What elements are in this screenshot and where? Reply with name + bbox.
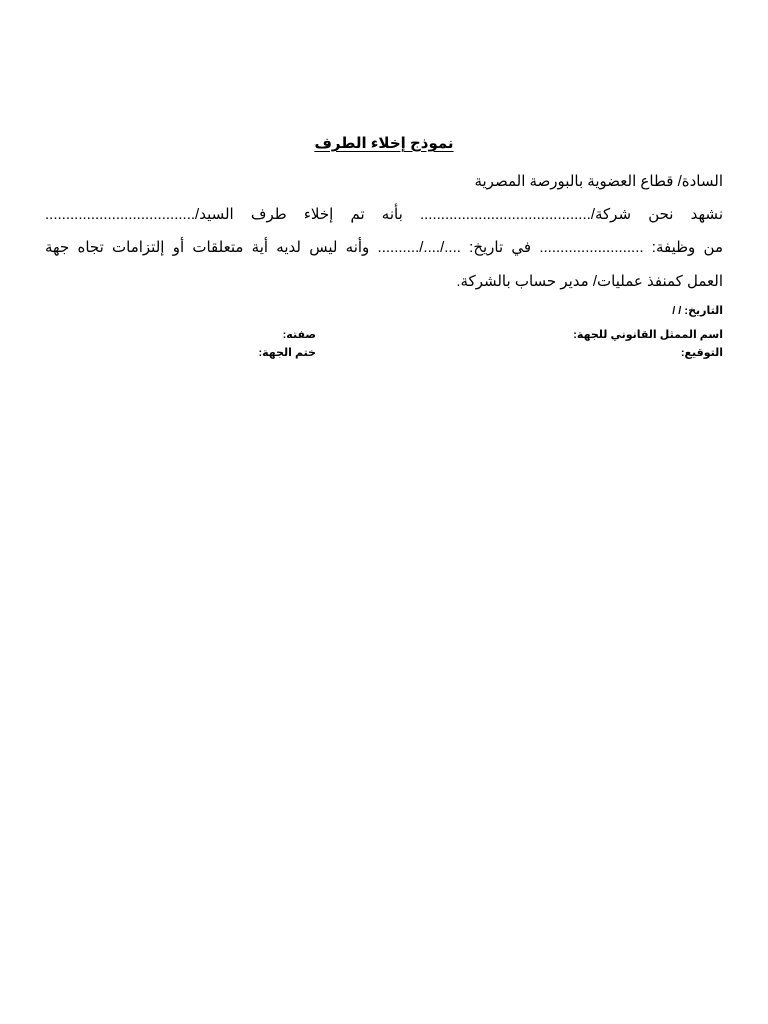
work-role-line: العمل كمنفذ عمليات/ مدير حساب بالشركة. xyxy=(456,273,723,290)
job-and-date-line: من وظيفة: ......................... في تاريخ: ..../..../.......... وأنه ليس لديه أية متعلقات أو إلتزامات تجاه جهة xyxy=(45,239,723,256)
date-field-label: التاريخ: / / xyxy=(672,305,723,317)
addressee-line: السادة/ قطاع العضوية بالبورصة المصرية xyxy=(474,173,723,190)
form-title: نموذج إخلاء الطرف xyxy=(314,135,454,152)
legal-representative-label: اسم الممثل القانوني للجهة: xyxy=(573,329,723,341)
entity-stamp-label: ختم الجهة: xyxy=(258,347,316,359)
certification-line: نشهد نحن شركة/......................................... بأنه تم إخلاء طرف السيد/.................................... xyxy=(45,206,723,223)
capacity-label: صفته: xyxy=(282,329,316,341)
signature-label: التوقيع: xyxy=(680,347,723,359)
